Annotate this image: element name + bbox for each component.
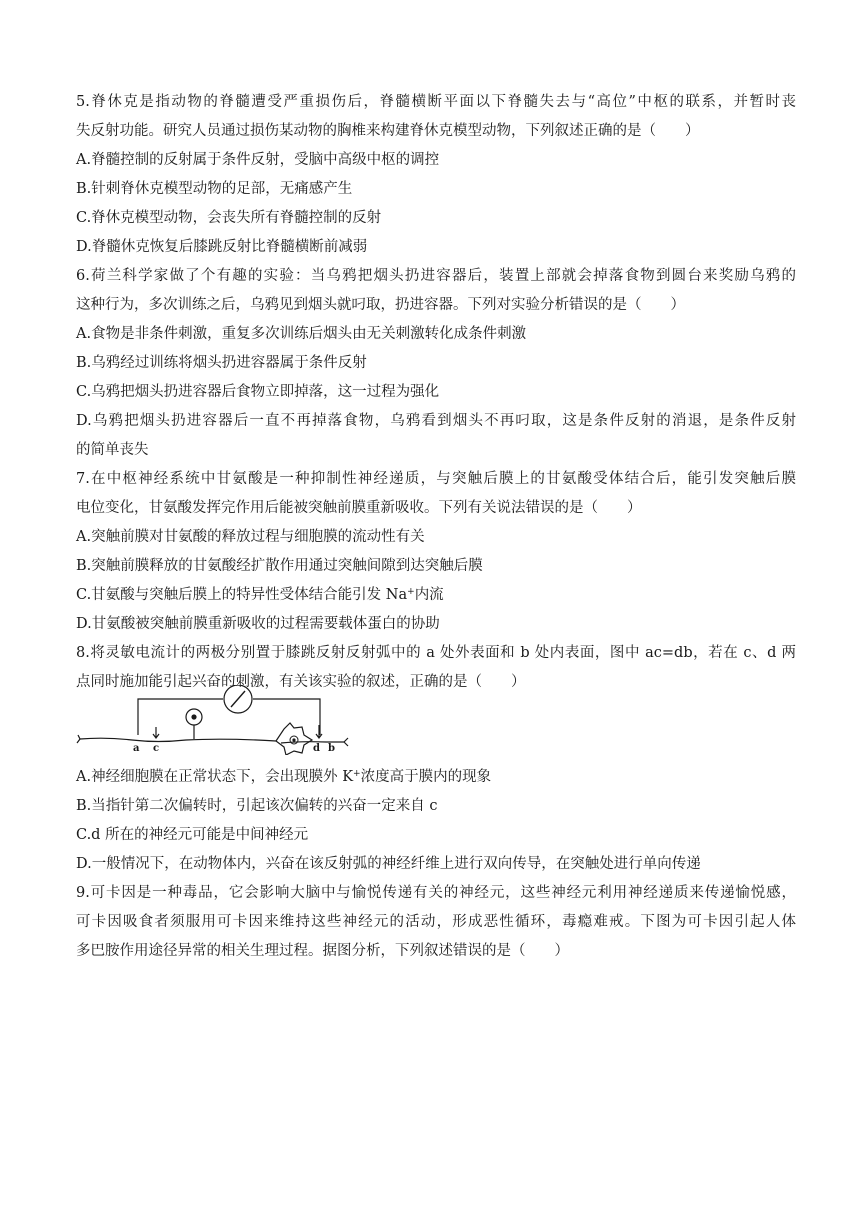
q7-option-a: A.突触前膜对甘氨酸的释放过程与细胞膜的流动性有关	[76, 529, 425, 545]
q6-option-a: A.食物是非条件刺激，重复多次训练后烟头由无关刺激转化成条件刺激	[76, 326, 527, 342]
q8-option-a	[76, 767, 796, 787]
q6-stem-line2: 这种行为，多次训练之后，乌鸦见到烟头就叼取，扔进容器。下列对实验分析错误的是（ ）	[76, 297, 685, 313]
q8-option-a-tail: 浓度高于膜内的现象	[360, 769, 492, 785]
stimulus-arrow-d	[316, 725, 322, 738]
galvanometer-needle	[231, 691, 245, 707]
galvanometer-wire	[138, 699, 320, 735]
q5-option-d: D.脊髓休克恢复后膝跳反射比脊髓横断前减弱	[76, 239, 368, 255]
q7-option-c	[76, 585, 796, 605]
q7-option-c-text: C.甘氨酸与突触后膜上的特异性受体结合能引发 Na	[76, 587, 408, 603]
q6-option-b: B.乌鸦经过训练将烟头扔进容器属于条件反射	[76, 355, 367, 371]
q5-stem-line2: 失反射功能。研究人员通过损伤某动物的胸椎来构建脊休克模型动物，下列叙述正确的是（ ）	[76, 123, 700, 139]
q8-option-c: C.d 所在的神经元可能是中间神经元	[76, 827, 309, 843]
q9-stem-line3: 多巴胺作用途径异常的相关生理过程。据图分析，下列叙述错误的是（ ）	[76, 943, 569, 959]
q7-stem-line2: 电位变化，甘氨酸发挥完作用后能被突触前膜重新吸收。下列有关说法错误的是（ ）	[76, 500, 642, 516]
q5-option-a: A.脊髓控制的反射属于条件反射，受脑中高级中枢的调控	[76, 152, 440, 168]
q7-option-c-tail: 内流	[414, 587, 444, 603]
fiber-right-end	[344, 738, 348, 746]
q6-stem-line1: 6.荷兰科学家做了个有趣的实验：当乌鸦把烟头扔进容器后，装置上部就会掉落食物到圆台来奖励乌鸦的	[76, 268, 796, 284]
q7-option-d: D.甘氨酸被突触前膜重新吸收的过程需要载体蛋白的协助	[76, 616, 440, 632]
q8-stem-line2: 点同时施加能引起兴奋的刺激，有关该实验的叙述，正确的是（ ）	[76, 674, 526, 690]
q8-option-b: B.当指针第二次偏转时，引起该次偏转的兴奋一定来自 c	[76, 798, 438, 814]
q9-stem-line2: 可卡因吸食者须服用可卡因来维持这些神经元的活动，形成恶性循环，毒瘾难戒。下图为可卡因引起人体	[76, 914, 796, 930]
cell-nucleus	[191, 714, 196, 719]
label-a: a	[133, 743, 140, 754]
nerve-fiber	[80, 738, 276, 741]
q7-option-b: B.突触前膜释放的甘氨酸经扩散作用通过突触间隙到达突触后膜	[76, 558, 483, 574]
label-d: d	[313, 743, 320, 754]
label-b: b	[328, 743, 335, 754]
q8-stem-line1: 8.将灵敏电流计的两极分别置于膝跳反射反射弧中的 a 处外表面和 b 处内表面，图中 ac=db，若在 c、d 两	[76, 645, 796, 661]
star-neuron-dot	[292, 738, 295, 741]
q5-option-c: C.脊休克模型动物，会丧失所有脊髓控制的反射	[76, 210, 382, 226]
q6-option-d-continued: 的简单丧失	[76, 442, 149, 458]
q6-option-c: C.乌鸦把烟头扔进容器后食物立即掉落，这一过程为强化	[76, 384, 440, 400]
q8-option-a-superscript: +	[353, 769, 361, 779]
label-c: c	[153, 743, 160, 754]
fiber-left-end	[77, 735, 80, 743]
q6-option-d: D.乌鸦把烟头扔进容器后一直不再掉落食物，乌鸦看到烟头不再叼取，这是条件反射的消退，是条件反射	[76, 413, 796, 429]
q7-option-c-superscript: +	[407, 587, 415, 597]
q5-stem-line1: 5.脊休克是指动物的脊髓遭受严重损伤后，脊髓横断平面以下脊髓失去与“高位”中枢的联系，并暂时丧	[76, 94, 796, 110]
reflex-arc-diagram	[76, 685, 356, 755]
q8-option-d: D.一般情况下，在动物体内，兴奋在该反射弧的神经纤维上进行双向传导，在突触处进行单向传递	[76, 856, 701, 872]
q5-option-b: B.针刺脊休克模型动物的足部，无痛感产生	[76, 181, 353, 197]
q7-stem-line1: 7.在中枢神经系统中甘氨酸是一种抑制性神经递质，与突触后膜上的甘氨酸受体结合后，能引发突触后膜	[76, 471, 796, 487]
q8-option-a-text: A.神经细胞膜在正常状态下，会出现膜外 K	[76, 769, 354, 785]
stimulus-arrow-c	[153, 727, 159, 738]
q9-stem-line1: 9.可卡因是一种毒品，它会影响大脑中与愉悦传递有关的神经元，这些神经元利用神经递质来传递愉悦感，	[76, 885, 796, 901]
